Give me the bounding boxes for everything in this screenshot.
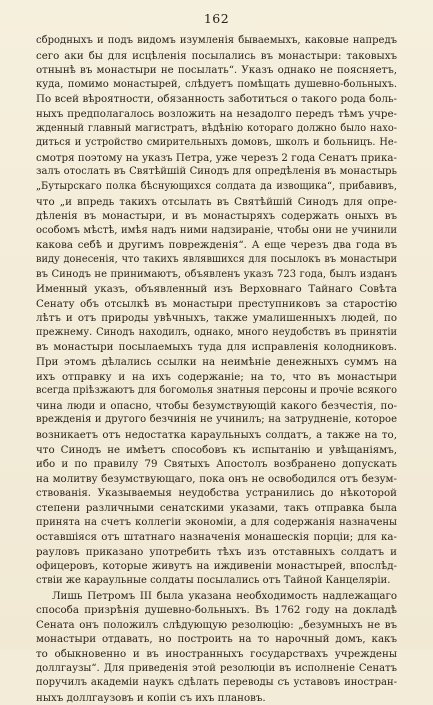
text-line: „Бутырскаго полка бѣснующихся солдата да извощика“, прибавивъ, (36, 180, 397, 192)
text-line: ибо и по правилу 79 Святыхъ Апостолъ возбранено допускать (36, 458, 397, 471)
text-line: чина люди и опасно, чтобы безумствующій какого безчестія, по- (36, 399, 397, 412)
text-line: ствіи же караульные солдаты посылались отъ Тайной Канцеляріи. (36, 574, 391, 586)
text-line: рауловъ приказано употребить тѣхъ изъ отставныхъ солдатъ и (36, 545, 397, 558)
text-line: диться и устройство смирительныхъ домовъ, школъ и больницъ. Не- (36, 137, 397, 149)
text-line: особомъ мѣстѣ, имѣя надъ ними надзираніе, чтобы они не учинили (36, 224, 397, 236)
text-line: прежнему. Синодъ находилъ, однако, много неудобствъ въ принятіи (36, 326, 397, 338)
text-line: ныхъ доллгаузовъ и копіи съ ихъ плановъ. (36, 691, 266, 704)
text-line: поручилъ академіи наукъ сдѣлать переводы съ уставовъ иностран- (36, 677, 397, 689)
page-number: 162 (203, 11, 230, 26)
text-line: залъ отослать въ Святѣйшій Синодъ для опредѣленія въ монастырь (36, 166, 397, 178)
text-line: дѣленія въ монастыри, и въ монастыряхъ содержать оныхъ въ (36, 210, 397, 223)
text-line: ствованія. Указываемыя неудобства устранились до нѣкоторой (36, 487, 397, 500)
body-text (36, 34, 397, 705)
text-line: лѣтъ и отъ природы увѣчныхъ, также умалишенныхъ людей, по (36, 312, 397, 325)
text-line: способа призрѣнія душевно-больныхъ. Въ 1762 году на докладѣ (36, 604, 397, 617)
text-line: всегда пріѣзжаютъ для богомолья знатныя персоны и прочіе всякого (36, 385, 397, 397)
text-line: ныхъ предполагалось возложить на незадолго передъ тѣмъ учре- (36, 107, 397, 120)
text-line: принята на счетъ коллегіи экономіи, а для содержанія назначены (36, 516, 397, 528)
text-line: отнынѣ въ монастыри не посылать“. Указъ однако не поясняетъ, (36, 64, 397, 77)
text-line: оставшіяся отъ штатнаго назначенія монашескія порціи; для ка- (36, 531, 397, 544)
text-line: возникаетъ отъ недостатка караульныхъ солдатъ, а также на то, (36, 429, 397, 442)
text-line: виду донесенія, что такихъ являвшихся для посылокъ въ монастыри (36, 253, 397, 265)
text-line: врежденія и другого безчинія не учинилъ; на затрудненіе, которое (36, 414, 397, 426)
text-line: монастыри отдавать, но построить на то нарочный домъ, какъ (36, 633, 397, 646)
text-line: смотря поэтому на указъ Петра, уже черезъ 2 года Сенатъ прика- (36, 151, 397, 164)
text-line: куда, помимо монастырей, слѣдуетъ помѣщать душевно-больныхъ. (36, 78, 397, 90)
text-line: сего аки бы для исцѣленія посылались въ монастыри: таковыхъ (36, 49, 397, 62)
text-line: Сената онъ положилъ слѣдующую резолюцію: „безумныхъ не въ (36, 618, 397, 631)
text-line: какова себѣ и другимъ поврежденія“. А еще черезъ два года въ (36, 239, 397, 252)
text-line: то обыкновенно и въ иностранныхъ государствахъ учреждены (36, 647, 397, 660)
text-line: Сенату объ отсылкѣ въ монастыри преступниковъ за старостію (36, 297, 397, 310)
text-line: что Синодъ не имѣетъ способовъ къ испытанію и увѣщаніямъ, (36, 443, 397, 456)
text-line: на молитву безумствующаго, пока онъ не освободился отъ безум- (36, 472, 397, 485)
text-line: доллгаузы“. Для приведенія этой резолюціи въ исполненіе Сенатъ (36, 662, 397, 674)
text-line: сбродныхъ и подъ видомъ изумленія бываемыхъ, каковые напредъ (36, 35, 397, 46)
text-line: въ Синодъ не принимаютъ, объявленъ указъ 723 года, былъ изданъ (36, 268, 397, 280)
text-line: что „и впредь такихъ отсылать въ Святѣйшій Синодъ для опре- (36, 195, 397, 208)
text-line: По всей вѣроятности, обязанность заботиться о такого рода боль- (36, 93, 397, 106)
text-line: въ монастыри посылаемыхъ туда для исправленія колодниковъ. (36, 341, 397, 354)
text-line: офицеровъ, которые живутъ на иждивеніи монастырей, впослѣд- (36, 560, 397, 573)
text-line: Лишь Петромъ III была указана необходимость надлежащаго (52, 589, 397, 602)
text-line: степени различными сенатскими указами, такъ отправка была (36, 502, 397, 514)
text-line: Именный указъ, объявленный изъ Верховнаго Тайнаго Совѣта (36, 283, 397, 296)
text-line: жденный главный магистратъ, вѣдѣнію котораго должно было нахо- (36, 122, 397, 134)
text-line: При этомъ дѣлались ссылки на неимѣніе денежныхъ суммъ на (36, 356, 397, 369)
text-line: ихъ отправку и на ихъ содержаніе; на то, что въ монастыри (36, 370, 397, 383)
